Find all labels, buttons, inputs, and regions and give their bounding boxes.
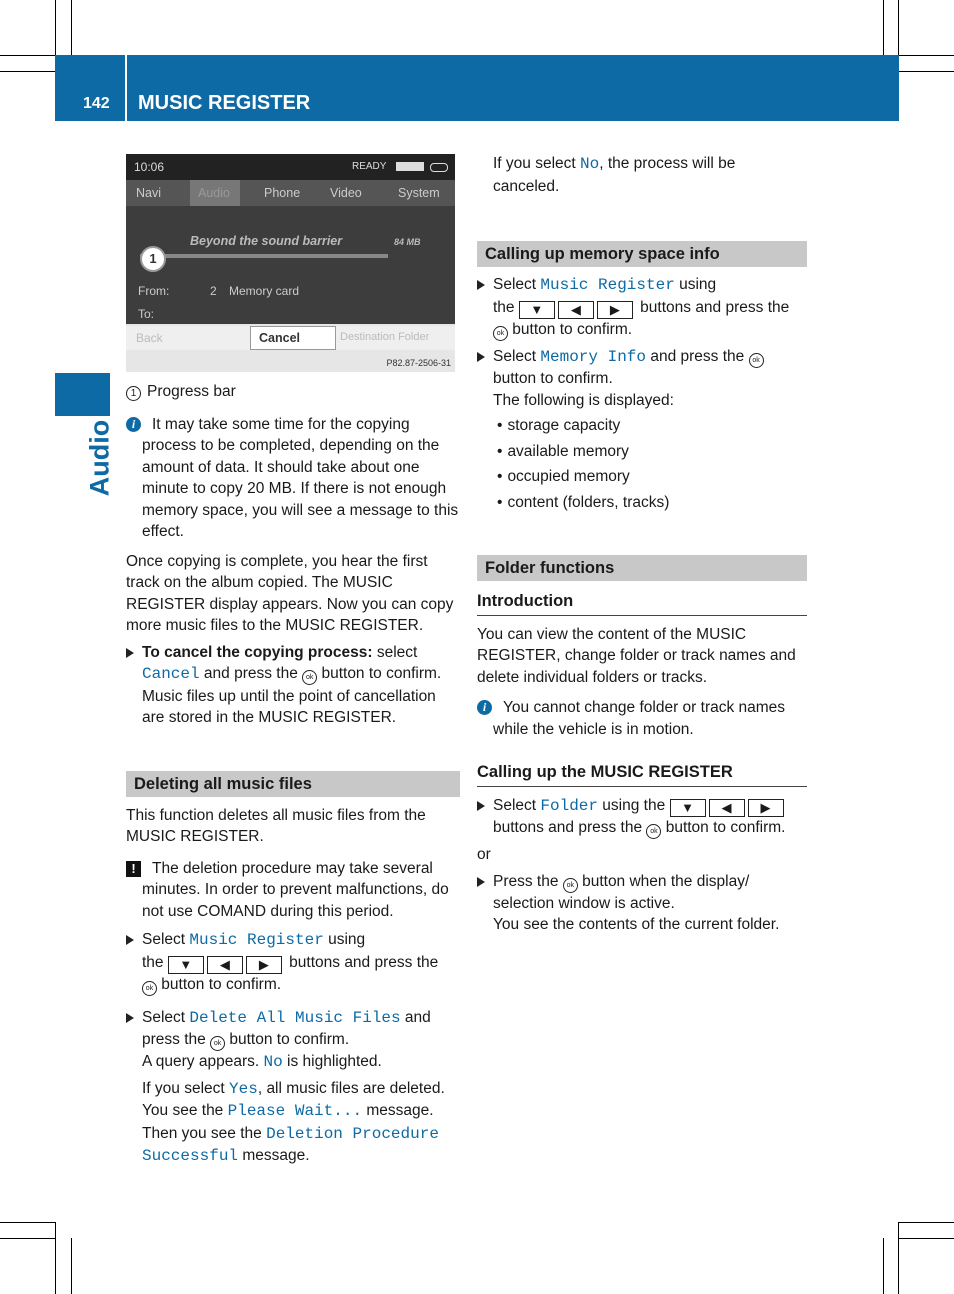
crop-mark (0, 1222, 55, 1223)
left-button-icon: ◀ (207, 956, 243, 974)
text: The following is displayed: (493, 391, 674, 409)
text: message. (362, 1102, 434, 1119)
ok-button-icon: ok (493, 326, 508, 341)
subheading-introduction: Introduction (477, 591, 807, 616)
right-button-icon: ▶ (597, 301, 633, 319)
text: Then you see the (142, 1124, 267, 1142)
header-divider (125, 55, 127, 121)
text: buttons and press the (635, 298, 790, 316)
left-button-icon: ◀ (558, 301, 594, 319)
list-item-text: storage capacity (507, 417, 621, 434)
screen-nav-item: Video (330, 186, 362, 200)
crop-mark (55, 1222, 56, 1294)
side-tab-marker (55, 373, 110, 416)
list-item: • occupied memory (497, 468, 630, 485)
step-arrow-icon (126, 935, 134, 945)
text: selection window is active. (493, 894, 675, 912)
text: Select (493, 276, 541, 293)
crop-mark (71, 0, 72, 55)
crop-mark (883, 0, 884, 55)
crop-mark (898, 0, 899, 55)
screen-status-bar (126, 154, 455, 180)
phone-icon (430, 163, 448, 172)
list-item: • content (folders, tracks) (497, 493, 670, 511)
text: select (372, 643, 418, 661)
ok-button-icon: ok (210, 1036, 225, 1051)
text: buttons and press the (284, 953, 439, 971)
crop-mark (899, 1238, 954, 1239)
or-text: or (477, 846, 491, 863)
screen-nav-item: Navi (136, 186, 162, 200)
list-item-text: occupied memory (507, 468, 630, 485)
screen-button-bar (126, 326, 455, 350)
text: button to confirm. (225, 1031, 350, 1048)
right-button-icon: ▶ (246, 956, 282, 974)
crop-mark (0, 1238, 55, 1239)
screen-from-value: Memory card (229, 284, 300, 298)
text: Press the (493, 872, 563, 890)
step-arrow-icon (477, 352, 485, 362)
text: Select (493, 347, 541, 365)
screen-from-label: From: (138, 284, 170, 298)
ui-delete-all: Delete All Music Files (189, 1008, 401, 1027)
text: the (142, 953, 168, 971)
figure-code: P82.87-2506-31 (386, 358, 451, 368)
crop-mark (898, 1222, 899, 1294)
text: button to confirm. (157, 975, 282, 993)
text: , the process will be (599, 155, 736, 172)
text: You see the contents of the current folder. (493, 916, 780, 933)
screen-from-num: 2 (210, 284, 217, 298)
crop-mark (55, 0, 56, 55)
text: button to confirm. (661, 819, 786, 836)
crop-mark (71, 1238, 72, 1294)
section-heading-memory: Calling up memory space info (477, 241, 807, 267)
crop-mark (899, 55, 954, 56)
info-note: It may take some time for the copying process to be completed, depending on the amount of data. It should take about one minute to copy 20 MB. If there is not enough memory space, you will see a message to this effect. (142, 415, 459, 540)
text: button to confirm. (508, 320, 633, 338)
text: buttons and press the (493, 819, 647, 836)
text: the (493, 298, 519, 316)
screen-cancel-button: Cancel (250, 326, 336, 350)
text: using (323, 931, 366, 948)
right-button-icon: ▶ (748, 799, 784, 817)
screen-destination-button: Destination Folder (340, 331, 430, 343)
right-column (477, 153, 807, 936)
ok-button-icon: ok (749, 353, 764, 368)
step-arrow-icon (126, 648, 134, 658)
down-button-icon: ▼ (519, 301, 555, 319)
text: message. (238, 1147, 310, 1164)
crop-mark (899, 1222, 954, 1223)
crop-mark (0, 71, 55, 72)
ui-no: No (263, 1053, 283, 1071)
step-arrow-icon (126, 1013, 134, 1023)
crop-mark (0, 55, 55, 56)
ui-memory-info: Memory Info (540, 347, 647, 366)
list-item-text: content (folders, tracks) (507, 493, 670, 511)
text: and press the (199, 665, 303, 682)
ui-please-wait: Please Wait... (227, 1102, 363, 1120)
screen-time: 10:06 (134, 160, 165, 174)
side-tab-label: Audio (84, 419, 115, 497)
screen-track: Beyond the sound barrier (190, 234, 343, 248)
page-title: MUSIC REGISTER (138, 92, 311, 114)
text: Select (142, 1008, 190, 1026)
info-icon: i (477, 700, 492, 715)
screen-status: READY (352, 161, 387, 172)
text: button to confirm. (493, 370, 613, 387)
legend-marker: 1 (126, 386, 141, 401)
cancel-heading: To cancel the copying process: (142, 643, 373, 661)
ui-deletion-procedure: Deletion Procedure (266, 1124, 439, 1143)
crop-mark (883, 1238, 884, 1294)
display-list (477, 413, 807, 515)
cancel-note: Music files up until the point of cancellation are stored in the MUSIC REGISTER. (142, 687, 436, 726)
ui-no: No (580, 155, 600, 173)
screen-nav-bar (126, 180, 455, 206)
text: A query appears. (142, 1053, 264, 1070)
left-button-icon: ◀ (709, 799, 745, 817)
text: press the (142, 1031, 211, 1048)
ok-button-icon: ok (142, 981, 157, 996)
info-icon: i (126, 417, 141, 432)
screen-size: 84 MB (394, 237, 421, 247)
ui-yes: Yes (229, 1079, 258, 1098)
text: using the (598, 796, 670, 814)
section-heading-folder: Folder functions (477, 555, 807, 581)
text: is highlighted. (282, 1053, 382, 1070)
screen-nav-item-active: Audio (190, 180, 240, 206)
warning-text: The deletion procedure may take several minutes. In order to prevent malfunctions, do not use COMAND during this period. (142, 859, 449, 920)
text: If you select (493, 155, 581, 172)
list-item-text: available memory (507, 442, 629, 460)
ui-successful: Successful (142, 1147, 239, 1165)
text: button when the display/ (577, 872, 750, 890)
ui-music-register: Music Register (540, 276, 675, 294)
ok-button-icon: ok (646, 824, 661, 839)
screen-back-button: Back (136, 331, 163, 345)
down-button-icon: ▼ (168, 956, 204, 974)
text: button to confirm. (317, 665, 442, 682)
paragraph: Once copying is complete, you hear the first track on the album copied. The MUSIC REGISTER display appears. Now you can copy more music files to the MUSIC REGISTER. (126, 552, 454, 634)
crop-mark (899, 71, 954, 72)
comand-screenshot (126, 154, 455, 372)
ok-button-icon: ok (563, 878, 578, 893)
text: You see the (142, 1102, 228, 1119)
list-item: • storage capacity (497, 417, 621, 434)
step-arrow-icon (477, 801, 485, 811)
text: and press the (646, 347, 749, 365)
ui-cancel: Cancel (142, 665, 200, 683)
text: using (674, 276, 717, 293)
text: canceled. (493, 177, 560, 195)
text: and (400, 1008, 431, 1026)
text: Select (142, 931, 190, 948)
intro-text: You can view the content of the MUSIC REGISTER, change folder or track names and delete individual folders or tracks. (477, 625, 796, 686)
down-button-icon: ▼ (670, 799, 706, 817)
page-header (55, 55, 899, 121)
section-heading-delete: Deleting all music files (126, 771, 460, 797)
ui-folder: Folder (540, 796, 598, 815)
warning-icon: ! (126, 861, 141, 877)
text: , all music files are deleted. (257, 1079, 445, 1097)
delete-intro: This function deletes all music files from the MUSIC REGISTER. (126, 806, 426, 845)
text: If you select (142, 1079, 230, 1097)
ui-music-register: Music Register (189, 931, 324, 949)
subheading-calling-up: Calling up the MUSIC REGISTER (477, 762, 807, 787)
list-item: • available memory (497, 442, 629, 460)
step-arrow-icon (477, 280, 485, 290)
step-arrow-icon (477, 877, 485, 887)
text: Select (493, 796, 541, 814)
legend-text: Progress bar (147, 383, 236, 400)
page-number: 142 (83, 95, 110, 112)
screen-nav-item: Phone (264, 186, 301, 200)
info-note: You cannot change folder or track names while the vehicle is in motion. (493, 699, 786, 738)
screen-nav-item: System (398, 186, 440, 200)
signal-icon (396, 162, 424, 171)
ok-button-icon: ok (302, 670, 317, 685)
screen-progress-bar (140, 254, 388, 258)
screen-callout-marker: 1 (140, 246, 166, 272)
screen-main-area (126, 206, 455, 324)
screen-to-label: To: (138, 307, 155, 321)
left-column (126, 381, 460, 1168)
